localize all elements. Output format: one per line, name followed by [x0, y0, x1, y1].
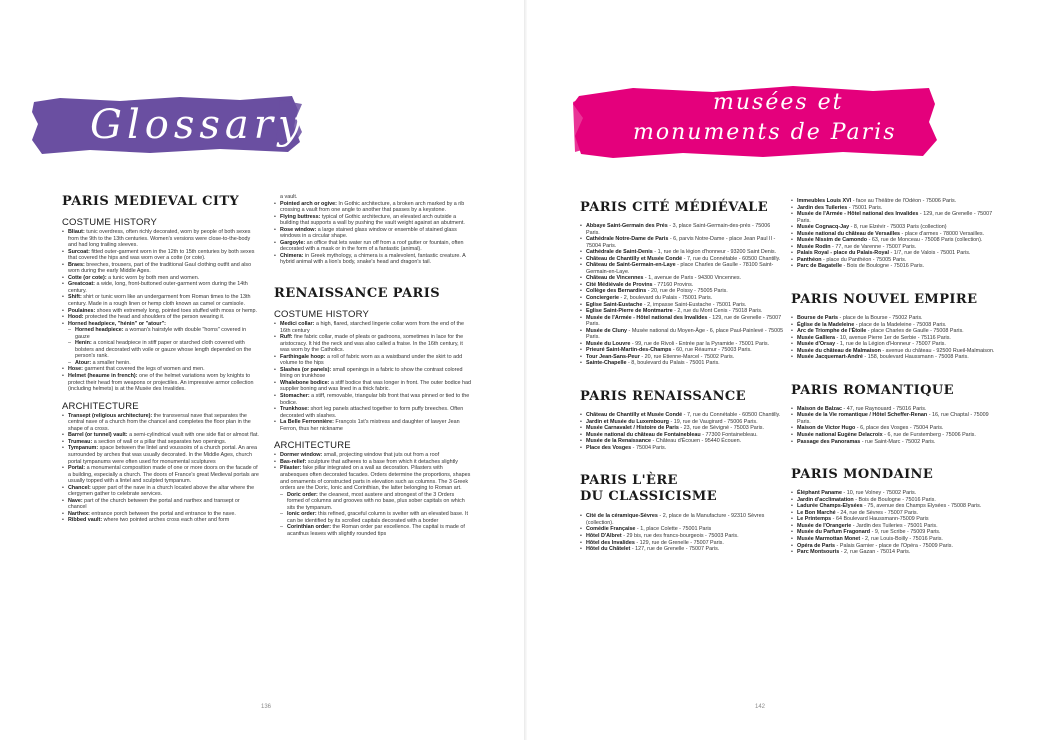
- item-term: Cathédrale Notre-Dame de Paris: [586, 236, 669, 243]
- item-term: Conciergerie: [586, 295, 619, 302]
- sub-list-item: [274, 524, 472, 537]
- glossary-banner: [30, 92, 306, 158]
- musees-col-1: [580, 200, 785, 553]
- list-item: [580, 236, 785, 249]
- item-term: Greatcoat:: [68, 281, 95, 288]
- item-term: Surcoat:: [68, 248, 90, 255]
- item-text: - place d'armes - 78000 Versailles.: [900, 230, 985, 237]
- item-text: garment that covered the legs of women and men.: [82, 366, 205, 373]
- item-term: Narthex:: [68, 510, 90, 517]
- item-term: Musée Marmottan Monet: [797, 535, 861, 542]
- item-term: Musée Rodin: [797, 243, 831, 250]
- item-term: Dormer window:: [280, 452, 323, 459]
- item-term: Cité Médiévale de Provins: [586, 281, 653, 288]
- item-term: Chancel:: [68, 484, 91, 491]
- list-item: [791, 439, 996, 446]
- item-text: - rue Saint-Marc - 75002 Paris.: [860, 438, 936, 445]
- item-term: Cathédrale de Saint-Denis: [586, 249, 653, 256]
- renaissance-architecture-list: [274, 452, 472, 537]
- list-item: [274, 253, 472, 266]
- item-term: Pilaster:: [280, 465, 302, 472]
- item-term: Château de Saint-Germain-en-Laye: [586, 262, 676, 269]
- item-term: Musée national du château de Fontainebleau: [586, 431, 701, 438]
- section-title-cite: PARIS CITÉ MÉDIÉVALE: [580, 200, 769, 215]
- item-term: Bourse de Paris: [797, 315, 839, 322]
- item-term: Musée Nissim de Camondo: [797, 237, 868, 244]
- item-text: - 6, parvis Notre-Dame - place Jean Paul II - 75004 Paris.: [586, 236, 776, 249]
- item-text: - Château d'Écouen - 95440 Écouen.: [651, 438, 742, 445]
- item-text: a monumental composition made of one or more doors on the facade of a building, especially a church. The doors of France's great Medieval portals are usually topped with a lintel and sculpted tympanum.: [68, 465, 259, 485]
- glossary-col-2: [274, 194, 472, 537]
- item-text: - place Charles de Gaulle - 78100 Saint-Germain-en-Laye.: [586, 262, 774, 275]
- item-term: Flying buttress:: [280, 213, 321, 220]
- sub-list-item: [62, 340, 259, 360]
- item-text: a section of wall or a pillar that separates two openings.: [92, 438, 227, 445]
- item-text: - place du Panthéon - 75005 Paris.: [821, 256, 907, 263]
- item-text: sculpture that adheres to a base from which it detaches slightly: [306, 458, 458, 465]
- item-text: - 3, place Saint-Germain-des-prés - 75006 Paris.: [586, 223, 771, 236]
- item-text: a wide, long, front-buttoned outer-garment worn during the 14th century.: [68, 281, 248, 294]
- list-item: [580, 546, 785, 553]
- glossary-col-1: [62, 194, 259, 524]
- item-text: - 23, rue de Sévigné - 75003 Paris.: [678, 425, 764, 432]
- item-term: Panthéon: [797, 256, 822, 263]
- item-text: part of the church between the portal and narthex and transept or chancel: [68, 497, 240, 511]
- list-item: [62, 445, 259, 465]
- renaissance-costume-list: [274, 321, 472, 432]
- item-term: Pointed arch or ogive:: [280, 200, 337, 207]
- item-text: a stiff, removable, triangular bib front that was pinned or tied to the bodice.: [280, 393, 470, 406]
- item-text: - 129, rue de Grenelle - 75007 Paris.: [586, 314, 782, 328]
- item-term: Horned headpiece, "hénin" or "atour":: [68, 320, 166, 327]
- item-text: fine fabric collar, made of pleats or gadroons, sometimes in lace for the aristocracy. It hid the neck and was also called a fraise. In the 16th century, it was worn by the Catholics.: [280, 334, 464, 354]
- item-term: Corinthian order:: [287, 524, 332, 531]
- item-text: - 77160 Provins.: [652, 281, 694, 288]
- list-item: [62, 281, 259, 294]
- item-term: Whalebone bodice:: [280, 379, 330, 386]
- item-text: - Bois de Boulogne - 75016 Paris.: [841, 263, 925, 270]
- item-term: Ionic order:: [287, 511, 317, 518]
- item-text: - 2, rue Gazan - 75014 Paris.: [839, 549, 911, 556]
- section-title-mondaine: PARIS MONDAINE: [791, 467, 934, 483]
- list-item: [274, 406, 472, 419]
- classicisme-continued-list: [791, 198, 996, 270]
- item-term: Hôtel D'Albret: [586, 532, 622, 539]
- item-term: Ladurée Champs-Elysées: [797, 503, 863, 510]
- item-term: Tympanum:: [68, 445, 99, 452]
- item-text: - 129, rue de Grenelle - 75007 Paris.: [797, 211, 993, 224]
- item-text: protected the head and shoulders of the person wearing it.: [83, 314, 225, 321]
- item-term: Le Bon Marché: [797, 509, 836, 516]
- item-term: Doric order:: [287, 491, 318, 498]
- item-text: fitted outer-garment worn in the 12th to 15th centuries by both sexes that covered the hips and was worn over a cotte (or cote).: [68, 248, 255, 262]
- item-term: Musée de la Renaissance: [586, 438, 652, 445]
- list-item: [274, 380, 472, 393]
- item-term: Nave:: [68, 497, 83, 504]
- item-text: - 129, rue de Grenelle - 75007 Paris.: [634, 539, 724, 546]
- item-text: - Jardin des Tuileries - 75001 Paris.: [851, 522, 938, 529]
- item-term: Musée de Cluny: [586, 327, 628, 334]
- item-term: Parc Montsouris: [797, 549, 840, 556]
- item-text: - 60, rue Réaumur - 75003 Paris.: [671, 347, 752, 354]
- subsection-costume-history: COSTUME HISTORY: [62, 217, 158, 228]
- item-term: Cité de la céramique-Sèvres: [586, 513, 658, 520]
- list-item: [62, 294, 259, 307]
- item-text: - 75, avenue des Champs Elysées - 75008 Paris.: [862, 503, 982, 510]
- item-text: - place de la Bourse - 75002 Paris.: [838, 315, 923, 322]
- page-number-left: 136: [261, 704, 272, 710]
- item-text: the transversal nave that separates the central nave of a church from the chancel and completes the floor plan in the shape of a cross.: [68, 412, 251, 432]
- item-term: Éléphant Paname: [797, 490, 842, 497]
- item-term: Musée de l'Armée - Hôtel national des Invalides: [797, 211, 919, 218]
- item-term: Musée Galliera: [797, 334, 836, 341]
- continued-text: a vault.: [280, 194, 298, 200]
- item-text: - 2, impasse Saint-Eustache - 75001 Paris.: [642, 301, 747, 308]
- list-item: [62, 498, 259, 511]
- list-item: [791, 354, 996, 361]
- item-term: Transept (religious architecture):: [68, 412, 153, 419]
- item-term: Hose:: [68, 366, 83, 373]
- item-term: Musée de l'Orangerie: [797, 522, 852, 529]
- item-term: Hôtel des Invalides: [586, 539, 635, 546]
- item-term: Barrel (or tunnel) vault:: [68, 432, 128, 439]
- item-term: Sainte-Chapelle: [586, 360, 627, 367]
- item-text: - 1, rue de la Légion d'Honneur - 75007 Paris.: [835, 341, 946, 348]
- item-text: a roll of fabric worn as a waistband under the skirt to add volume to the hips: [280, 353, 463, 367]
- item-term: Musée national du château de Versailles: [797, 230, 901, 237]
- item-text: - 7, rue du Connétable - 60500 Chantilly.: [682, 255, 781, 262]
- item-term: Abbaye Saint-Germain des Prés: [586, 223, 668, 229]
- item-text: the Roman order par excellence. The capital is made of acanthus leaves with slightly rounded tips: [287, 524, 465, 537]
- item-term: Arc de Triomphe de l'Étoile: [797, 328, 867, 335]
- empire-list: [791, 315, 996, 361]
- item-text: entrance porch between the portal and entrance to the nave.: [89, 510, 236, 517]
- subsection-costume-history-renaissance: COSTUME HISTORY: [274, 309, 370, 321]
- item-text: - 16, rue Chaptal - 75009 Paris.: [797, 412, 989, 425]
- list-item: [580, 328, 785, 341]
- item-term: Musée du Louvre: [586, 340, 631, 347]
- item-text: - 64 Boulevard Haussmann-75009 Paris: [831, 516, 929, 523]
- item-term: Eglise Saint-Eustache: [586, 301, 643, 308]
- item-text: - 2, boulevard du Palais - 75001 Paris.: [618, 295, 713, 302]
- item-term: Horned headpiece:: [75, 327, 124, 334]
- item-text: a conical headpiece in stiff paper or starched cloth covered with bolsters and decorated with voile or gauze whose length depended on the person's rank.: [75, 340, 252, 360]
- list-item: [274, 354, 472, 367]
- item-term: Le Printemps: [797, 516, 832, 523]
- item-text: small openings in a fabric to show the contrast colored lining on trunkhose: [280, 366, 463, 380]
- item-term: Place des Vosges: [586, 444, 632, 451]
- item-term: Portal:: [68, 465, 86, 472]
- item-term: Medici collar:: [280, 321, 315, 328]
- item-text: - face au Théâtre de l'Odéon - 75006 Paris.: [851, 198, 957, 204]
- item-text: - 24, rue de Sèvres - 75007 Paris.: [835, 509, 919, 516]
- section-title-renaissance: RENAISSANCE PARIS: [274, 286, 440, 302]
- item-term: Atour:: [75, 359, 92, 366]
- item-term: Maison de Balzac: [797, 405, 842, 412]
- item-text: small, projecting window that juts out from a roof: [322, 452, 440, 459]
- item-text: - 10, rue Volney - 75002 Paris.: [841, 490, 917, 497]
- item-text: - Musée national du Moyen-Âge - 6, place Paul-Painlevé - 75005 Paris.: [586, 327, 784, 341]
- page-number-right: 142: [755, 704, 766, 710]
- item-text: In Gothic architecture, a broken arch marked by a rib crossing a vault from one angle to another that passes by a keystone.: [280, 200, 465, 214]
- mondaine-list: [791, 490, 996, 555]
- item-term: Musée Jacquemart-André: [797, 354, 863, 361]
- item-text: a semi-cylindrical vault with one side flat or almost flat.: [127, 432, 259, 439]
- item-text: space between the lintel and voussoirs of a church portal. An area surrounded by arches that was usually decorated. In the Middle Ages, church portal tympanums were often used for monumental sculptures: [68, 445, 257, 465]
- list-item: [580, 223, 785, 236]
- item-term: Tour Jean-Sans-Peur: [586, 353, 640, 360]
- list-item: [580, 360, 785, 367]
- item-text: - 75004 Paris.: [631, 444, 667, 451]
- item-text: - 8, boulevard du Palais - 75001 Paris.: [626, 360, 720, 367]
- item-text: - Palais Garnier - place de l'Opéra - 75009 Paris.: [835, 542, 953, 549]
- item-term: Collège des Bernardins: [586, 288, 647, 295]
- item-term: Musée de la Vie romantique / Hôtel Scheffer-Renan: [797, 412, 928, 419]
- sub-list-item: [274, 492, 472, 512]
- item-term: Cotte (or cote):: [68, 274, 107, 281]
- list-item: [580, 445, 785, 452]
- item-term: Ruff:: [280, 334, 293, 341]
- medieval-costume-list: [62, 229, 259, 393]
- item-text: - 1, place Colette - 75001 Paris: [635, 526, 712, 533]
- item-term: Chimera:: [280, 252, 304, 259]
- item-text: the cleanest, most austere and strongest of the 3 Orders formed of columns and grooves with no base, plus sober capitals on which sits the tympanum.: [287, 491, 465, 511]
- musees-col-2: [791, 198, 996, 556]
- cite-list: [580, 223, 785, 367]
- item-term: Église de la Madeleine: [797, 321, 855, 328]
- item-text: - place de la Madeleine - 75008 Paris.: [854, 321, 947, 328]
- item-text: - 1, rue de la légion d'honneur - 93200 Saint Denis.: [652, 249, 777, 256]
- list-item: [62, 262, 259, 275]
- item-text: François 1st's mistress and daughter of lawyer Jean Ferron, thus her nickname: [280, 419, 460, 432]
- item-text: short leg panels attached together to form puffy breeches. Often decorated with slashes.: [280, 406, 464, 419]
- item-term: Musée Carnavalet / Histoire de Paris: [586, 425, 679, 432]
- item-term: Farthingale hoop:: [280, 353, 326, 360]
- subsection-architecture-renaissance: ARCHITECTURE: [274, 440, 351, 452]
- item-term: Musée de l'Armée - Hôtel national des Invalides: [586, 314, 708, 321]
- list-item: [791, 549, 996, 556]
- item-text: - 2, rue du Mont Cenis - 75018 Paris.: [672, 308, 763, 315]
- item-text: - 1/7, rue de Valois - 75001 Paris.: [888, 250, 971, 257]
- item-text: - 7, rue du Connétable - 60500 Chantilly.: [682, 412, 781, 419]
- section-title-empire: PARIS NOUVEL EMPIRE: [791, 292, 978, 308]
- item-text: - 75001 Paris.: [847, 204, 883, 211]
- right-page: [527, 0, 1053, 740]
- item-text: a smaller henin.: [91, 359, 131, 366]
- list-item: [274, 334, 472, 354]
- item-term: Gargoyle:: [280, 239, 306, 246]
- item-term: Prieuré Saint-Martin-des-Champs: [586, 347, 672, 354]
- classicisme-list: [580, 513, 785, 552]
- item-term: Henin:: [75, 340, 92, 347]
- list-item: [274, 465, 472, 491]
- item-term: Bliaut:: [68, 229, 85, 235]
- list-item: [580, 315, 785, 328]
- item-term: Parc de Bagatelle: [797, 263, 842, 270]
- item-text: - 2, rue Louis-Boilly - 75016 Paris.: [860, 535, 943, 542]
- section-title-classicisme-2: DU CLASSICISME: [580, 489, 717, 505]
- section-title-romantique: PARIS ROMANTIQUE: [791, 382, 954, 398]
- item-text: breeches, trousers, part of the traditional Gaul clothing outfit and also worn during the early Middle Ages.: [68, 261, 252, 275]
- item-text: - 9, rue Scribe - 75009 Paris.: [870, 529, 941, 536]
- item-text: - 127, rue de Grenelle - 75007 Paris.: [630, 546, 720, 553]
- item-text: - 6, rue de Furstemberg - 75006 Paris.: [882, 432, 976, 439]
- item-term: Jardin d'acclimatation: [797, 496, 854, 503]
- item-text: a high, flared, starched lingerie collar worn from the end of the 16th century: [280, 321, 464, 334]
- item-text: typical of Gothic architecture, an elevated arch outside a building that supports a wall by pushing the vault weight against an abutment.: [280, 213, 465, 227]
- item-text: - 20, rue Etienne-Marcel - 75002 Paris.: [639, 353, 735, 360]
- item-term: Slashes (or panels):: [280, 366, 332, 373]
- item-text: - 2, place de la Manufacture - 92310 Sèvres (collection).: [586, 513, 765, 526]
- item-term: Hood:: [68, 314, 84, 321]
- item-term: Maison de Victor Hugo: [797, 425, 856, 432]
- item-text: - 47, rue Raynouard - 75016 Paris.: [841, 405, 927, 412]
- item-term: Jardin et Musée du Luxembourg: [586, 418, 669, 425]
- item-term: Bas-relief:: [280, 458, 307, 465]
- list-item: [274, 321, 472, 334]
- item-text: - Bois de Boulogne - 75016 Paris.: [853, 496, 936, 503]
- list-item: [580, 262, 785, 275]
- item-text: a woman's hairstyle with double "horns" covered in gauze: [75, 327, 247, 340]
- item-term: Trunkhose:: [280, 406, 310, 413]
- item-text: an office that lets water run off from a roof gutter or fountain, often decorated with a mask or in the form of a fantastic (animal).: [280, 239, 464, 253]
- medieval-architecture-continued-list: [274, 201, 472, 266]
- item-text: - 6, place des Vosges - 75004 Paris.: [855, 425, 944, 432]
- item-term: Château de Chantilly et Musée Condé: [586, 255, 683, 262]
- item-text: - avenue du château - 92500 Rueil-Malmaison.: [880, 347, 995, 354]
- item-text: one of the helmet variations worn by knights to protect their head from weapons or projectiles. An impressive armor collection (including helmets) is at the Musée des Invalides.: [68, 373, 254, 393]
- medieval-architecture-list: [62, 413, 259, 524]
- item-term: Trumeau:: [68, 438, 93, 445]
- item-text: a tunic worn by both men and women.: [106, 274, 200, 281]
- item-term: Musée d'Orsay: [797, 341, 836, 348]
- romantique-list: [791, 406, 996, 445]
- list-item: [791, 211, 996, 224]
- item-term: Musée Cognacq-Jay: [797, 224, 850, 231]
- sub-list-item: [274, 511, 472, 524]
- item-term: Rose window:: [280, 226, 317, 233]
- glossary-title: Glossary: [90, 102, 306, 148]
- item-text: tunic overdress, often richly decorated, worn by people of both sexes from the 9th to the 13th centuries. Women's versions were close-to-the-body and had long trailing sleeves.: [68, 229, 251, 249]
- item-term: Musée national Eugène Delacroix: [797, 432, 883, 439]
- item-text: - 77, rue de Varenne - 75007 Paris.: [830, 243, 917, 250]
- item-term: Musée du Parfum Fragonard: [797, 529, 871, 536]
- item-text: in Greek mythology, a chimera is a malevolent, fantastic creature. A hybrid animal with a lion's body, snake's head and dragon's tail.: [280, 252, 466, 266]
- list-item: [274, 201, 472, 214]
- section-title-classicisme-1: PARIS L'ÈRE: [580, 473, 678, 489]
- item-text: - 10, avenue Pierre 1er de Serbie - 75116 Paris.: [835, 334, 951, 341]
- list-item: [62, 413, 259, 433]
- section-title-renaissance: PARIS RENAISSANCE: [580, 389, 746, 405]
- list-item: [580, 513, 785, 526]
- renaissance-list: [580, 412, 785, 451]
- list-item: [274, 393, 472, 406]
- item-term: Poulaines:: [68, 307, 96, 314]
- item-text: fake pillar integrated on a wall as decoration. Pilasters with arabesques often decorated facades. Orders determine the proportions, shapes and ornaments of constructed parts in elevation such as columns. The 3 Greek orders are the Doric, Ionic and Corinthian, the latter belonging to Roman art.: [280, 465, 471, 492]
- list-item: [791, 412, 996, 425]
- list-item: [62, 485, 259, 498]
- item-term: Château de Chantilly et Musée Condé: [586, 412, 683, 419]
- subsection-architecture: ARCHITECTURE: [62, 400, 139, 412]
- item-term: Comédie Française: [586, 526, 636, 533]
- list-item: [791, 263, 996, 270]
- sub-list-item: [62, 327, 259, 340]
- item-text: a stiff bodice that was longer in front. The outer bodice had supplier boning and was lined in a thick fabric.: [280, 379, 471, 393]
- item-text: a large stained glass window or ensemble of stained glass windows in a circular shape.: [280, 226, 457, 240]
- list-item: [274, 214, 472, 227]
- musees-title-line1: musées et: [713, 90, 844, 115]
- item-text: - 99, rue de Rivoli - Entrée par la Pyramide - 75001 Paris.: [630, 340, 770, 347]
- item-term: Eglise Saint-Pierre de Montmartre: [586, 308, 673, 315]
- item-text: shirt or tunic worn like an undergarment from Roman times to the 13th century. Made in a rough linen or hemp cloth known as camel or camisole.: [68, 294, 251, 308]
- list-item: [62, 465, 259, 485]
- item-term: Stomacher:: [280, 393, 310, 400]
- item-term: Château de Vincennes: [586, 275, 644, 282]
- item-term: Palais Royal - place du Palais-Royal: [797, 250, 889, 257]
- item-term: La Belle Ferronnière:: [280, 419, 334, 426]
- item-text: where two pointed arches cross each other and form: [102, 517, 230, 524]
- musees-banner: [573, 82, 939, 162]
- item-text: - 1, avenue de Paris - 94300 Vincennes.: [643, 275, 742, 282]
- list-item: [274, 419, 472, 432]
- left-page: [0, 0, 526, 740]
- item-term: Opéra de Paris: [797, 542, 836, 549]
- item-term: Ribbed vault:: [68, 517, 103, 524]
- list-item: [62, 249, 259, 262]
- item-term: Immeubles Louis XVI: [797, 198, 852, 204]
- item-text: - place Charles de Gaulle - 75008 Paris.: [866, 328, 964, 335]
- item-term: Braes:: [68, 261, 85, 268]
- section-title-medieval: PARIS MEDIEVAL CITY: [62, 194, 240, 209]
- item-text: shoes with extremely long, pointed toes stuffed with moss or hemp.: [95, 307, 257, 314]
- item-text: - 158, boulevard Haussmann - 75008 Paris.: [862, 354, 969, 361]
- item-text: - 63, rue de Monceau - 75008 Paris (collection).: [867, 237, 983, 244]
- item-text: - 8, rue Elzévir - 75003 Paris (collection): [849, 224, 947, 231]
- item-text: - 77300 Fontainebleau.: [700, 431, 758, 438]
- item-text: upper part of the nave in a church located above the altar where the clergymen gather to celebrate services.: [68, 484, 255, 498]
- item-term: Hôtel du Châtelet: [586, 546, 631, 553]
- item-text: - 29 bis, rue des francs-bourgeois - 75003 Paris.: [621, 532, 739, 539]
- list-item: [274, 367, 472, 380]
- musees-title-line2: monuments de Paris: [633, 120, 897, 145]
- item-term: Passage des Panoramas: [797, 438, 861, 445]
- list-item: [274, 240, 472, 253]
- item-term: Jardin des Tuileries: [797, 204, 848, 211]
- list-item: [62, 517, 259, 524]
- item-text: - 20, rue de Poissy - 75005 Paris.: [646, 288, 728, 295]
- item-text: this refined, graceful column is svelter with an elevated base. It can be identified by its scrolled capitals decorated with a border: [287, 511, 468, 524]
- list-item: [274, 227, 472, 240]
- list-item: [62, 229, 259, 249]
- item-term: Helmet (heaume in french):: [68, 373, 138, 380]
- item-term: Musée du château de Malmaison: [797, 347, 881, 354]
- item-term: Shift:: [68, 294, 82, 301]
- list-item: [62, 373, 259, 393]
- item-text: - 19, rue de Vaugirard - 75006 Paris.: [668, 418, 758, 425]
